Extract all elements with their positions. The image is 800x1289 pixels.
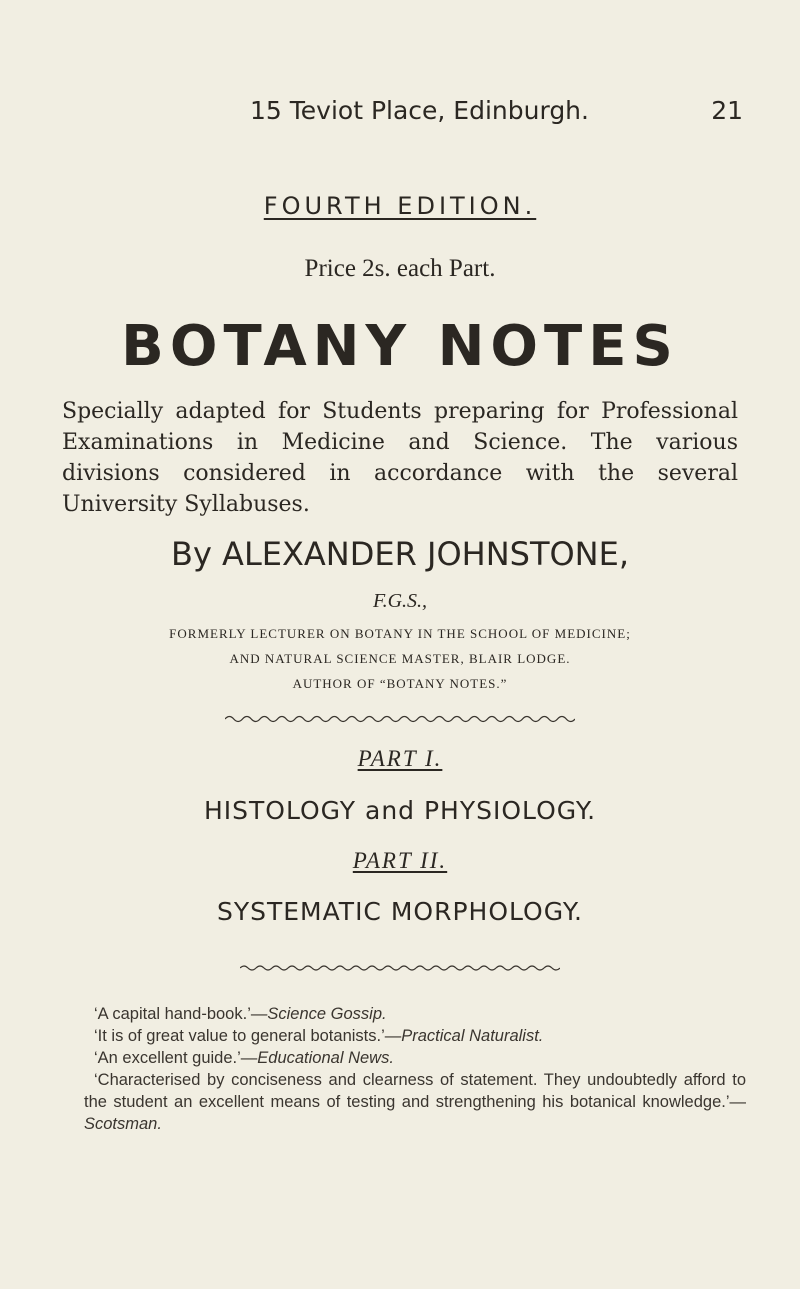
header-address: 15 Teviot Place, Edinburgh.	[250, 96, 589, 125]
review-source: Educational News.	[257, 1049, 394, 1067]
edition-heading: FOURTH EDITION.	[263, 192, 537, 220]
author-affiliation-line: FORMERLY LECTURER ON BOTANY IN THE SCHOOL OF MEDICINE;	[169, 626, 631, 641]
author-name: By ALEXANDER JOHNSTONE,	[170, 535, 629, 573]
part-one-title: HISTOLOGY and PHYSIOLOGY.	[203, 796, 597, 825]
author-affiliation-line: AUTHOR OF “BOTANY NOTES.”	[292, 676, 508, 691]
author-affiliation-line: AND NATURAL SCIENCE MASTER, BLAIR LODGE.	[229, 651, 571, 666]
review-source: Practical Naturalist.	[401, 1027, 544, 1045]
review-text: ‘Characterised by conciseness and clearness of statement. They undoubtedly afford to the student an excellent means of testing and strengthening his botanical knowledge.’—	[84, 1071, 746, 1111]
review-source: Science Gossip.	[267, 1005, 387, 1023]
review-quote	[84, 1047, 746, 1069]
review-quote	[84, 1003, 746, 1025]
book-title: BOTANY NOTES	[121, 314, 679, 379]
wavy-rule-ornament	[240, 963, 560, 973]
author-credentials: F.G.S.,	[372, 590, 428, 612]
review-quote	[84, 1069, 746, 1135]
review-text: ‘A capital hand-book.’—	[94, 1005, 268, 1023]
review-text: ‘It is of great value to general botanists.’—	[94, 1027, 402, 1045]
book-description: Specially adapted for Students preparing for Professional Examinations in Medicine and Science. The various divisions considered in accordance with the several University Syllabuses.	[62, 399, 738, 517]
price-line: Price 2s. each Part.	[304, 255, 496, 282]
wavy-rule-ornament	[225, 714, 575, 724]
press-reviews	[84, 1003, 746, 1135]
part-one-label: PART I.	[357, 746, 443, 771]
review-text: ‘An excellent guide.’—	[94, 1049, 258, 1067]
part-two-label: PART II.	[352, 848, 448, 873]
running-header	[0, 96, 800, 136]
review-source: Scotsman.	[84, 1115, 162, 1133]
part-two-title: SYSTEMATIC MORPHOLOGY.	[216, 897, 584, 926]
review-quote	[84, 1025, 746, 1047]
page-number: 21	[711, 96, 743, 125]
